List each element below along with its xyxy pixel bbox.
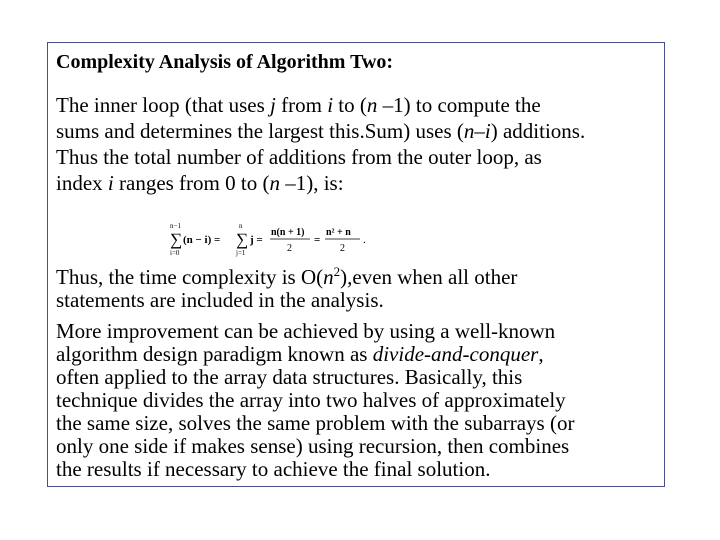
fraction1-denominator: 2 <box>287 243 292 254</box>
paragraph-line: Thus the total number of additions from the outer loop, as <box>56 145 542 169</box>
paragraph-line: More improvement can be achieved by using a well-known <box>56 319 556 343</box>
paragraph-line: technique divides the array into two halves of approximately <box>56 388 566 412</box>
paragraph-inner-loop <box>56 92 662 196</box>
fraction1-numerator: n(n + 1) <box>271 227 305 238</box>
paragraph-line: algorithm design paradigm known as divide-and-conquer, <box>56 342 544 366</box>
sum1-lower-limit: i=0 <box>170 249 180 257</box>
sum2-upper-limit: n <box>239 222 243 230</box>
paragraph-line: index i ranges from 0 to (n –1), is: <box>56 171 344 195</box>
formula-period: . <box>363 234 366 246</box>
sigma-symbol-1: ∑ <box>170 230 183 249</box>
sum2-term: j = <box>250 234 263 246</box>
sum1-upper-limit: n−1 <box>170 222 181 230</box>
paragraph-line: the results if necessary to achieve the final solution. <box>56 457 491 481</box>
paragraph-line: The inner loop (that uses j from i to (n –1) to compute the <box>56 93 541 117</box>
fraction2-denominator: 2 <box>340 243 345 254</box>
summation-formula <box>168 220 378 258</box>
paragraph-line: often applied to the array data structures. Basically, this <box>56 365 523 389</box>
paragraph-line: only one side if makes sense) using recursion, then combines <box>56 434 570 458</box>
slide-heading: Complexity Analysis of Algorithm Two: <box>56 51 394 73</box>
paragraph-line: sums and determines the largest this.Sum) uses (n–i) additions. <box>56 119 586 143</box>
sigma-symbol-2: ∑ <box>236 230 249 249</box>
paragraph-line: Thus, the time complexity is $O(n^2),even$ when all other <box>56 264 518 289</box>
paragraph-line: statements are included in the analysis. <box>56 288 384 312</box>
paragraph-line: the same size, solves the same problem with the subarrays (or <box>56 411 575 435</box>
paragraph-divide-and-conquer <box>56 320 662 481</box>
sum1-term: (n − i) = <box>183 234 221 246</box>
sum2-lower-limit: j=1 <box>236 249 246 257</box>
paragraph-time-complexity <box>56 260 662 312</box>
fraction1-equals: = <box>314 234 321 246</box>
fraction2-numerator: n² + n <box>326 227 351 238</box>
